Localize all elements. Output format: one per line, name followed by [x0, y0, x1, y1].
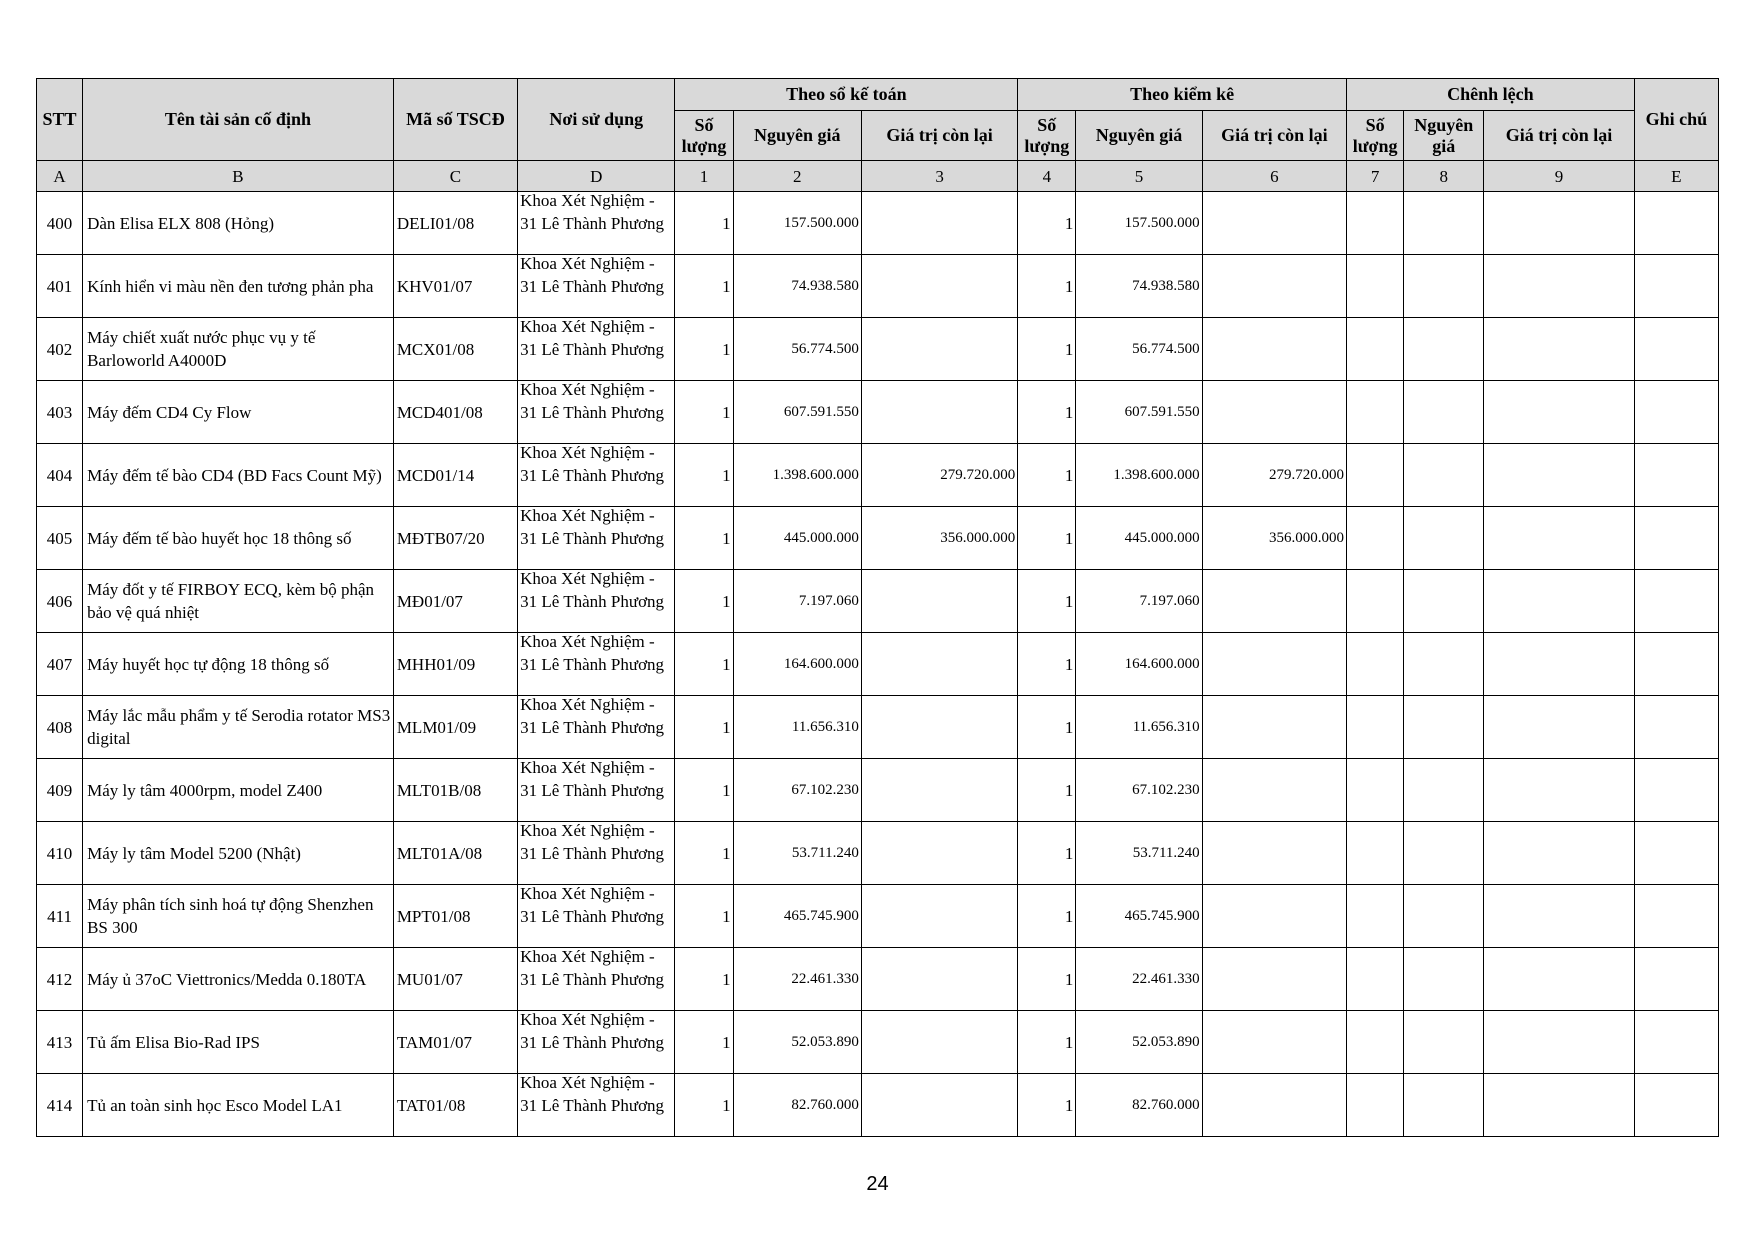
- location-cell: [518, 633, 675, 696]
- column-letter: 9: [1484, 161, 1634, 192]
- qty-difference-cell: [1347, 948, 1404, 1011]
- location-text: Khoa Xét Nghiệm - 31 Lê Thành Phương: [520, 317, 665, 359]
- table-row: [37, 885, 1719, 948]
- qty-inventory-cell: 1: [1018, 255, 1076, 318]
- qty-inventory-cell: 1: [1018, 318, 1076, 381]
- location-cell: [518, 1011, 675, 1074]
- note-cell: [1634, 507, 1718, 570]
- column-letter: A: [37, 161, 83, 192]
- location-text: Khoa Xét Nghiệm - 31 Lê Thành Phương: [520, 884, 665, 926]
- column-letter: 1: [675, 161, 733, 192]
- qty-difference-cell: [1347, 570, 1404, 633]
- table-row: [37, 192, 1719, 255]
- location-cell: [518, 885, 675, 948]
- location-cell: [518, 759, 675, 822]
- qty-inventory-cell: 1: [1018, 192, 1076, 255]
- residual-difference-cell: [1484, 696, 1634, 759]
- column-letter: 5: [1076, 161, 1202, 192]
- price-inventory-cell: 1.398.600.000: [1076, 444, 1202, 507]
- residual-inventory-cell: [1202, 948, 1346, 1011]
- asset-name-cell: Máy đếm tế bào CD4 (BD Facs Count Mỹ): [83, 444, 394, 507]
- asset-code-cell: MU01/07: [393, 948, 517, 1011]
- residual-books-cell: [861, 381, 1017, 444]
- residual-inventory-cell: [1202, 318, 1346, 381]
- qty-inventory-cell: 1: [1018, 948, 1076, 1011]
- residual-inventory-cell: [1202, 696, 1346, 759]
- asset-name-cell: Máy huyết học tự động 18 thông số: [83, 633, 394, 696]
- column-letter: 7: [1347, 161, 1404, 192]
- price-books-cell: 164.600.000: [733, 633, 861, 696]
- residual-books-cell: [861, 948, 1017, 1011]
- asset-code-cell: MĐ01/07: [393, 570, 517, 633]
- note-cell: [1634, 255, 1718, 318]
- qty-books-cell: 1: [675, 1074, 733, 1137]
- header-qty-difference: Số lượng: [1347, 111, 1404, 161]
- location-cell: [518, 822, 675, 885]
- table-row: [37, 1074, 1719, 1137]
- asset-code-cell: MĐTB07/20: [393, 507, 517, 570]
- column-letter: B: [83, 161, 394, 192]
- note-cell: [1634, 444, 1718, 507]
- price-inventory-cell: 7.197.060: [1076, 570, 1202, 633]
- row-stt-cell: 414: [37, 1074, 83, 1137]
- price-books-cell: 56.774.500: [733, 318, 861, 381]
- price-inventory-cell: 164.600.000: [1076, 633, 1202, 696]
- asset-code-cell: MCX01/08: [393, 318, 517, 381]
- note-cell: [1634, 696, 1718, 759]
- column-letter: D: [518, 161, 675, 192]
- residual-books-cell: [861, 696, 1017, 759]
- price-inventory-cell: 11.656.310: [1076, 696, 1202, 759]
- price-inventory-cell: 22.461.330: [1076, 948, 1202, 1011]
- qty-inventory-cell: 1: [1018, 570, 1076, 633]
- header-qty-books: Số lượng: [675, 111, 733, 161]
- location-text: Khoa Xét Nghiệm - 31 Lê Thành Phương: [520, 254, 665, 296]
- price-difference-cell: [1404, 696, 1484, 759]
- qty-difference-cell: [1347, 507, 1404, 570]
- location-cell: [518, 318, 675, 381]
- location-cell: [518, 570, 675, 633]
- qty-inventory-cell: 1: [1018, 696, 1076, 759]
- location-text: Khoa Xét Nghiệm - 31 Lê Thành Phương: [520, 821, 665, 863]
- residual-inventory-cell: 356.000.000: [1202, 507, 1346, 570]
- price-difference-cell: [1404, 381, 1484, 444]
- qty-books-cell: 1: [675, 759, 733, 822]
- header-group-difference: Chênh lệch: [1347, 79, 1635, 111]
- qty-difference-cell: [1347, 255, 1404, 318]
- residual-inventory-cell: [1202, 570, 1346, 633]
- residual-inventory-cell: [1202, 192, 1346, 255]
- note-cell: [1634, 570, 1718, 633]
- residual-books-cell: [861, 255, 1017, 318]
- asset-name-cell: Máy đếm tế bào huyết học 18 thông số: [83, 507, 394, 570]
- price-difference-cell: [1404, 1011, 1484, 1074]
- column-letter: C: [393, 161, 517, 192]
- asset-name-cell: Máy chiết xuất nước phục vụ y tế Barloworld A4000D: [83, 318, 394, 381]
- header-residual-books: Giá trị còn lại: [861, 111, 1017, 161]
- asset-code-cell: KHV01/07: [393, 255, 517, 318]
- asset-code-cell: TAT01/08: [393, 1074, 517, 1137]
- asset-name-cell: Máy lắc mẫu phẩm y tế Serodia rotator MS3 digital: [83, 696, 394, 759]
- note-cell: [1634, 633, 1718, 696]
- location-cell: [518, 381, 675, 444]
- header-stt: STT: [37, 79, 83, 161]
- asset-name-cell: Máy ủ 37oC Viettronics/Medda 0.180TA: [83, 948, 394, 1011]
- row-stt-cell: 409: [37, 759, 83, 822]
- price-books-cell: 465.745.900: [733, 885, 861, 948]
- price-books-cell: 67.102.230: [733, 759, 861, 822]
- qty-difference-cell: [1347, 633, 1404, 696]
- qty-inventory-cell: 1: [1018, 381, 1076, 444]
- residual-difference-cell: [1484, 192, 1634, 255]
- table-row: [37, 507, 1719, 570]
- location-cell: [518, 1074, 675, 1137]
- location-text: Khoa Xét Nghiệm - 31 Lê Thành Phương: [520, 380, 665, 422]
- qty-books-cell: 1: [675, 570, 733, 633]
- table-row: [37, 255, 1719, 318]
- residual-books-cell: [861, 570, 1017, 633]
- header-price-inventory: Nguyên giá: [1076, 111, 1202, 161]
- residual-difference-cell: [1484, 633, 1634, 696]
- header-residual-inventory: Giá trị còn lại: [1202, 111, 1346, 161]
- asset-name-cell: Kính hiển vi màu nền đen tương phản pha: [83, 255, 394, 318]
- asset-name-cell: Máy ly tâm Model 5200 (Nhật): [83, 822, 394, 885]
- row-stt-cell: 402: [37, 318, 83, 381]
- asset-code-cell: MHH01/09: [393, 633, 517, 696]
- qty-books-cell: 1: [675, 696, 733, 759]
- note-cell: [1634, 948, 1718, 1011]
- row-stt-cell: 403: [37, 381, 83, 444]
- header-asset-code: Mã số TSCĐ: [393, 79, 517, 161]
- residual-books-cell: [861, 885, 1017, 948]
- residual-books-cell: [861, 318, 1017, 381]
- qty-inventory-cell: 1: [1018, 822, 1076, 885]
- asset-code-cell: TAM01/07: [393, 1011, 517, 1074]
- asset-name-cell: Máy đếm CD4 Cy Flow: [83, 381, 394, 444]
- price-inventory-cell: 67.102.230: [1076, 759, 1202, 822]
- qty-books-cell: 1: [675, 255, 733, 318]
- note-cell: [1634, 822, 1718, 885]
- location-cell: [518, 444, 675, 507]
- price-books-cell: 53.711.240: [733, 822, 861, 885]
- residual-difference-cell: [1484, 1074, 1634, 1137]
- qty-difference-cell: [1347, 1011, 1404, 1074]
- location-cell: [518, 507, 675, 570]
- table-row: [37, 1011, 1719, 1074]
- location-text: Khoa Xét Nghiệm - 31 Lê Thành Phương: [520, 443, 665, 485]
- price-books-cell: 445.000.000: [733, 507, 861, 570]
- qty-books-cell: 1: [675, 507, 733, 570]
- asset-inventory-table: [36, 78, 1719, 1137]
- asset-code-cell: MPT01/08: [393, 885, 517, 948]
- price-difference-cell: [1404, 192, 1484, 255]
- table-row: [37, 381, 1719, 444]
- qty-books-cell: 1: [675, 444, 733, 507]
- qty-inventory-cell: 1: [1018, 507, 1076, 570]
- residual-books-cell: [861, 759, 1017, 822]
- qty-inventory-cell: 1: [1018, 759, 1076, 822]
- asset-code-cell: MLT01B/08: [393, 759, 517, 822]
- residual-difference-cell: [1484, 948, 1634, 1011]
- price-inventory-cell: 445.000.000: [1076, 507, 1202, 570]
- residual-inventory-cell: 279.720.000: [1202, 444, 1346, 507]
- qty-books-cell: 1: [675, 822, 733, 885]
- residual-difference-cell: [1484, 444, 1634, 507]
- residual-books-cell: [861, 822, 1017, 885]
- qty-books-cell: 1: [675, 318, 733, 381]
- residual-books-cell: [861, 1074, 1017, 1137]
- header-group-books: Theo sổ kế toán: [675, 79, 1018, 111]
- location-text: Khoa Xét Nghiệm - 31 Lê Thành Phương: [520, 632, 665, 674]
- residual-difference-cell: [1484, 885, 1634, 948]
- note-cell: [1634, 1011, 1718, 1074]
- price-difference-cell: [1404, 255, 1484, 318]
- price-difference-cell: [1404, 633, 1484, 696]
- header-asset-name: Tên tài sản cố định: [83, 79, 394, 161]
- location-text: Khoa Xét Nghiệm - 31 Lê Thành Phương: [520, 506, 665, 548]
- table-row: [37, 696, 1719, 759]
- note-cell: [1634, 1074, 1718, 1137]
- asset-name-cell: Máy đốt y tế FIRBOY ECQ, kèm bộ phận bảo vệ quá nhiệt: [83, 570, 394, 633]
- price-difference-cell: [1404, 570, 1484, 633]
- table-row: [37, 570, 1719, 633]
- price-inventory-cell: 53.711.240: [1076, 822, 1202, 885]
- note-cell: [1634, 192, 1718, 255]
- residual-inventory-cell: [1202, 759, 1346, 822]
- qty-difference-cell: [1347, 822, 1404, 885]
- header-group-inventory: Theo kiểm kê: [1018, 79, 1347, 111]
- table-row: [37, 822, 1719, 885]
- column-letter: 6: [1202, 161, 1346, 192]
- asset-name-cell: Tủ an toàn sinh học Esco Model LA1: [83, 1074, 394, 1137]
- qty-books-cell: 1: [675, 381, 733, 444]
- row-stt-cell: 407: [37, 633, 83, 696]
- location-cell: [518, 192, 675, 255]
- price-inventory-cell: 74.938.580: [1076, 255, 1202, 318]
- asset-code-cell: MCD01/14: [393, 444, 517, 507]
- price-books-cell: 607.591.550: [733, 381, 861, 444]
- residual-difference-cell: [1484, 570, 1634, 633]
- residual-inventory-cell: [1202, 255, 1346, 318]
- residual-books-cell: [861, 1011, 1017, 1074]
- page-number: 24: [866, 1173, 889, 1195]
- price-difference-cell: [1404, 444, 1484, 507]
- qty-difference-cell: [1347, 696, 1404, 759]
- price-books-cell: 52.053.890: [733, 1011, 861, 1074]
- note-cell: [1634, 759, 1718, 822]
- location-cell: [518, 255, 675, 318]
- note-cell: [1634, 885, 1718, 948]
- row-stt-cell: 406: [37, 570, 83, 633]
- table-row: [37, 759, 1719, 822]
- note-cell: [1634, 381, 1718, 444]
- price-books-cell: 7.197.060: [733, 570, 861, 633]
- location-text: Khoa Xét Nghiệm - 31 Lê Thành Phương: [520, 1010, 665, 1052]
- price-difference-cell: [1404, 759, 1484, 822]
- note-cell: [1634, 318, 1718, 381]
- header-residual-difference: Giá trị còn lại: [1484, 111, 1634, 161]
- row-stt-cell: 412: [37, 948, 83, 1011]
- qty-difference-cell: [1347, 444, 1404, 507]
- price-difference-cell: [1404, 507, 1484, 570]
- qty-inventory-cell: 1: [1018, 885, 1076, 948]
- row-stt-cell: 411: [37, 885, 83, 948]
- table-row: [37, 948, 1719, 1011]
- asset-name-cell: Máy phân tích sinh hoá tự động Shenzhen BS 300: [83, 885, 394, 948]
- residual-inventory-cell: [1202, 633, 1346, 696]
- qty-difference-cell: [1347, 192, 1404, 255]
- header-note: Ghi chú: [1634, 79, 1718, 161]
- column-letter: E: [1634, 161, 1718, 192]
- location-text: Khoa Xét Nghiệm - 31 Lê Thành Phương: [520, 695, 665, 737]
- row-stt-cell: 413: [37, 1011, 83, 1074]
- column-letter: 8: [1404, 161, 1484, 192]
- location-text: Khoa Xét Nghiệm - 31 Lê Thành Phương: [520, 758, 665, 800]
- residual-difference-cell: [1484, 759, 1634, 822]
- table-row: [37, 318, 1719, 381]
- header-price-books: Nguyên giá: [733, 111, 861, 161]
- location-cell: [518, 948, 675, 1011]
- price-inventory-cell: 56.774.500: [1076, 318, 1202, 381]
- qty-books-cell: 1: [675, 633, 733, 696]
- price-inventory-cell: 465.745.900: [1076, 885, 1202, 948]
- price-books-cell: 11.656.310: [733, 696, 861, 759]
- row-stt-cell: 405: [37, 507, 83, 570]
- qty-books-cell: 1: [675, 192, 733, 255]
- residual-difference-cell: [1484, 507, 1634, 570]
- price-difference-cell: [1404, 318, 1484, 381]
- table-row: [37, 444, 1719, 507]
- price-books-cell: 157.500.000: [733, 192, 861, 255]
- residual-inventory-cell: [1202, 885, 1346, 948]
- residual-difference-cell: [1484, 822, 1634, 885]
- price-books-cell: 82.760.000: [733, 1074, 861, 1137]
- qty-difference-cell: [1347, 1074, 1404, 1137]
- price-inventory-cell: 607.591.550: [1076, 381, 1202, 444]
- residual-books-cell: 356.000.000: [861, 507, 1017, 570]
- qty-difference-cell: [1347, 759, 1404, 822]
- asset-code-cell: MLT01A/08: [393, 822, 517, 885]
- qty-inventory-cell: 1: [1018, 633, 1076, 696]
- asset-name-cell: Dàn Elisa ELX 808 (Hỏng): [83, 192, 394, 255]
- residual-inventory-cell: [1202, 1011, 1346, 1074]
- residual-inventory-cell: [1202, 381, 1346, 444]
- qty-inventory-cell: 1: [1018, 1011, 1076, 1074]
- price-books-cell: 74.938.580: [733, 255, 861, 318]
- location-text: Khoa Xét Nghiệm - 31 Lê Thành Phương: [520, 191, 665, 233]
- asset-code-cell: MCD401/08: [393, 381, 517, 444]
- price-difference-cell: [1404, 1074, 1484, 1137]
- residual-books-cell: [861, 192, 1017, 255]
- price-inventory-cell: 157.500.000: [1076, 192, 1202, 255]
- column-letter: 4: [1018, 161, 1076, 192]
- location-text: Khoa Xét Nghiệm - 31 Lê Thành Phương: [520, 1073, 665, 1115]
- qty-difference-cell: [1347, 381, 1404, 444]
- location-text: Khoa Xét Nghiệm - 31 Lê Thành Phương: [520, 947, 665, 989]
- qty-inventory-cell: 1: [1018, 1074, 1076, 1137]
- row-stt-cell: 400: [37, 192, 83, 255]
- location-cell: [518, 696, 675, 759]
- price-books-cell: 22.461.330: [733, 948, 861, 1011]
- residual-books-cell: [861, 633, 1017, 696]
- price-difference-cell: [1404, 948, 1484, 1011]
- price-inventory-cell: 52.053.890: [1076, 1011, 1202, 1074]
- qty-inventory-cell: 1: [1018, 444, 1076, 507]
- table-body: [37, 192, 1719, 1137]
- table-header: [37, 79, 1719, 192]
- asset-name-cell: Máy ly tâm 4000rpm, model Z400: [83, 759, 394, 822]
- column-letter: 3: [861, 161, 1017, 192]
- table-row: [37, 633, 1719, 696]
- residual-difference-cell: [1484, 255, 1634, 318]
- residual-inventory-cell: [1202, 822, 1346, 885]
- qty-books-cell: 1: [675, 1011, 733, 1074]
- row-stt-cell: 408: [37, 696, 83, 759]
- price-books-cell: 1.398.600.000: [733, 444, 861, 507]
- residual-difference-cell: [1484, 381, 1634, 444]
- qty-books-cell: 1: [675, 948, 733, 1011]
- asset-code-cell: MLM01/09: [393, 696, 517, 759]
- row-stt-cell: 404: [37, 444, 83, 507]
- price-difference-cell: [1404, 885, 1484, 948]
- asset-code-cell: DELI01/08: [393, 192, 517, 255]
- residual-difference-cell: [1484, 318, 1634, 381]
- column-letter: 2: [733, 161, 861, 192]
- residual-books-cell: 279.720.000: [861, 444, 1017, 507]
- qty-books-cell: 1: [675, 885, 733, 948]
- price-inventory-cell: 82.760.000: [1076, 1074, 1202, 1137]
- residual-difference-cell: [1484, 1011, 1634, 1074]
- row-stt-cell: 410: [37, 822, 83, 885]
- asset-name-cell: Tủ ấm Elisa Bio-Rad IPS: [83, 1011, 394, 1074]
- header-qty-inventory: Số lượng: [1018, 111, 1076, 161]
- column-letters-row: [37, 161, 1719, 192]
- residual-inventory-cell: [1202, 1074, 1346, 1137]
- qty-difference-cell: [1347, 318, 1404, 381]
- header-price-difference: Nguyên giá: [1404, 111, 1484, 161]
- header-location: Nơi sử dụng: [518, 79, 675, 161]
- location-text: Khoa Xét Nghiệm - 31 Lê Thành Phương: [520, 569, 665, 611]
- row-stt-cell: 401: [37, 255, 83, 318]
- price-difference-cell: [1404, 822, 1484, 885]
- qty-difference-cell: [1347, 885, 1404, 948]
